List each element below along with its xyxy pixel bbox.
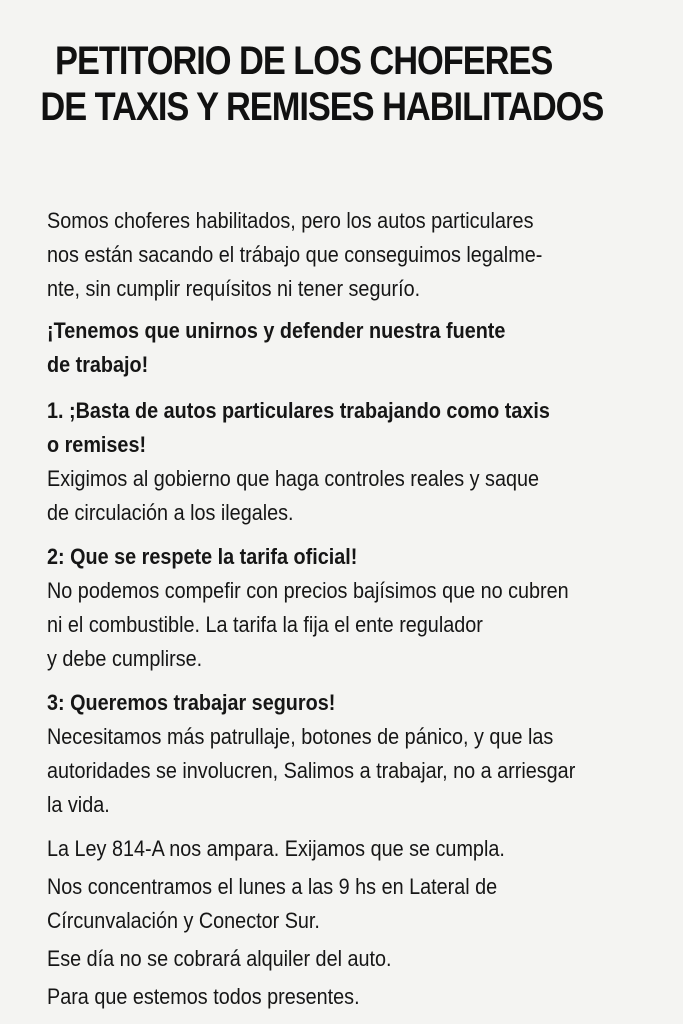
demand-heading-line: 2: Que se respete la tarifa oficial!	[47, 544, 358, 569]
demand-text-line: de circulación a los ilegales.	[47, 500, 294, 525]
closing-meeting	[47, 870, 593, 938]
petition-body	[47, 204, 667, 1018]
demand-text	[47, 462, 593, 530]
demand-heading-line: o remises!	[47, 432, 147, 457]
demand-heading-line: 1. ;Basta de autos particulares trabajando como taxis	[47, 398, 550, 423]
demand-item-2	[47, 540, 667, 676]
closing-presence	[47, 980, 593, 1014]
demand-heading	[47, 686, 593, 720]
demand-item-3	[47, 686, 667, 822]
intro-line: nte, sin cumplir requísitos ni tener segurío.	[47, 276, 421, 301]
demand-text	[47, 574, 593, 676]
closing-rent	[47, 942, 593, 976]
demand-text-line: No podemos compefir con precios bajísimos que no cubren	[47, 578, 569, 603]
title-line-1: PETITORIO DE LOS CHOFERES	[55, 39, 553, 83]
closing-line: Círcunvalación y Conector Sur.	[47, 908, 320, 933]
intro-paragraph	[47, 204, 593, 306]
page-title	[0, 38, 683, 130]
closing-line: Nos concentramos el lunes a las 9 hs en Lateral de	[47, 874, 498, 899]
call-line: de trabajo!	[47, 352, 149, 377]
demand-heading-line: 3: Queremos trabajar seguros!	[47, 690, 336, 715]
demand-heading	[47, 394, 593, 462]
intro-line: Somos choferes habilitados, pero los autos particulares	[47, 208, 534, 233]
closing-line: Ese día no se cobrará alquiler del auto.	[47, 946, 392, 971]
demand-heading	[47, 540, 593, 574]
closing-law	[47, 832, 593, 866]
intro-line: nos están sacando el trábajo que conseguimos legalme-	[47, 242, 543, 267]
demand-text-line: Necesitamos más patrullaje, botones de pánico, y que las	[47, 724, 554, 749]
demand-text-line: ni el combustible. La tarifa la fija el ente regulador	[47, 612, 483, 637]
demand-text-line: la vida.	[47, 792, 110, 817]
demand-text-line: Exigimos al gobierno que haga controles reales y saque	[47, 466, 540, 491]
demand-text-line: y debe cumplirse.	[47, 646, 203, 671]
closing-line: Para que estemos todos presentes.	[47, 984, 360, 1009]
title-line-2: DE TAXIS Y REMISES HABILITADOS	[40, 85, 604, 129]
call-line: ¡Tenemos que unirnos y defender nuestra fuente	[47, 318, 506, 343]
call-to-action	[47, 314, 593, 382]
closing-line: La Ley 814-A nos ampara. Exijamos que se cumpla.	[47, 836, 505, 861]
demand-item-1	[47, 394, 667, 530]
demand-text	[47, 720, 593, 822]
demand-text-line: autoridades se involucren, Salimos a trabajar, no a arriesgar	[47, 758, 576, 783]
